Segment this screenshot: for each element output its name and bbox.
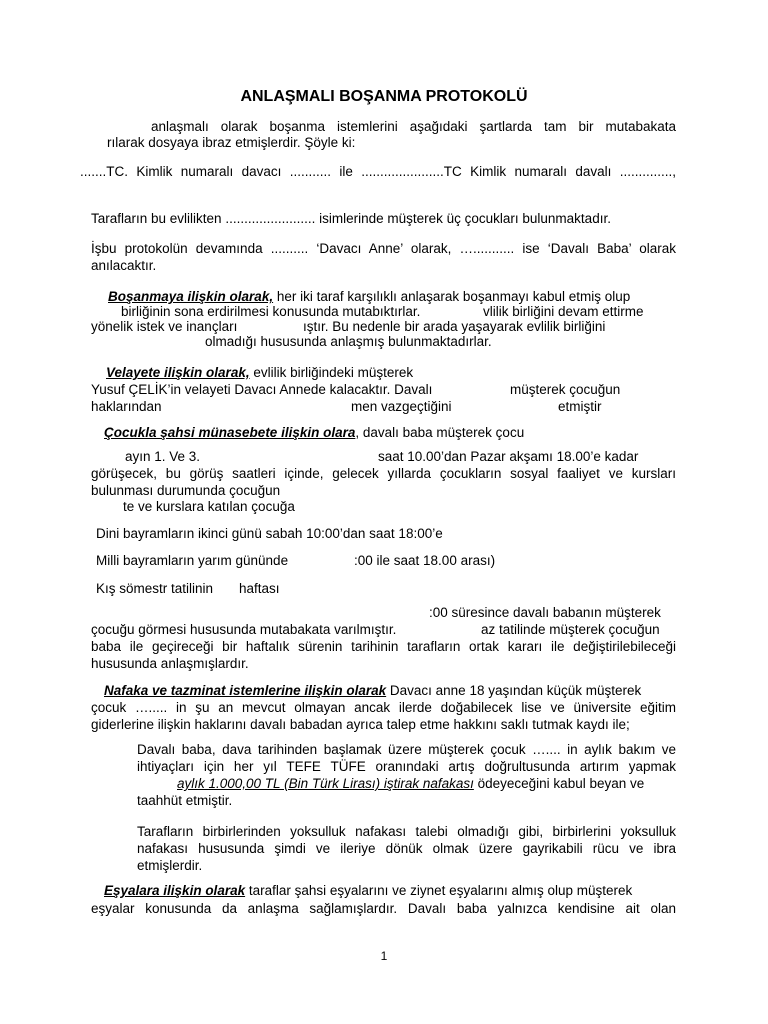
visitation-line-2b: saat 10.00’dan Pazar akşamı 18.00’e kadar <box>378 449 639 464</box>
child-support-line-2: ihtiyaçları için her yıl TEFE TÜFE oranındaki artış doğrultusunda artırım yapmak <box>137 759 676 774</box>
intro-line-2: rılarak dosyaya ibraz etmişlerdir. Şöyle ki: <box>107 135 356 150</box>
divorce-line-1-text: her iki taraf karşılıklı anlaşarak boşanmayı kabul etmiş olup <box>273 289 631 304</box>
summer-line-1: :00 süresince davalı babanın müşterek <box>429 605 661 620</box>
spousal-support-line-1: Tarafların birbirlerinden yoksulluk nafakası talebi olmadığı gibi, birbirlerini yoksulluk <box>137 824 676 839</box>
custody-line-2b: müşterek çocuğun <box>510 382 621 397</box>
visitation-line-4: bulunması durumunda çocuğun <box>91 483 281 498</box>
visitation-line-3: görüşecek, bu görüş saatleri içinde, gelecek yıllarda çocukların sosyal faaliyet ve kursları <box>91 466 676 481</box>
divorce-line-4: olmadığı hususunda anlaşmış bulunmaktadırlar. <box>205 334 492 349</box>
belongings-line-1-text: taraflar şahsi eşyalarını ve ziynet eşyalarını almış olup müşterek <box>245 883 633 898</box>
national-holidays-line-a: Milli bayramların yarım gününde <box>96 553 289 568</box>
divorce-line-3b: ıştır. Bu nedenle bir arada yaşayarak evlilik birliğini <box>303 319 606 334</box>
belongings-heading: Eşyalara ilişkin olarak <box>104 883 246 898</box>
visitation-line-5: te ve kurslara katılan çocuğa <box>123 499 295 514</box>
custody-line-1-text: evlilik birliğindeki müşterek <box>249 365 414 380</box>
summer-line-4: hususunda anlaşmışlardır. <box>91 656 249 671</box>
child-support-line-3-text: ödeyeceğini kabul beyan ve <box>473 776 645 791</box>
custody-line-2a: Yusuf ÇELİK’in velayeti Davacı Annede kalacaktır. Davalı <box>91 382 433 397</box>
custody-line-3c: etmiştir <box>558 399 602 414</box>
custody-line-3a: haklarından <box>91 399 162 414</box>
custody-heading: Velayete ilişkin olarak, <box>106 365 250 380</box>
parties-line: .......TC. Kimlik numaralı davacı ........... ile ......................TC Kimlik numaralı davalı .............., <box>80 164 676 179</box>
national-holidays-line-b: :00 ile saat 18.00 arası) <box>354 553 496 568</box>
visitation-line-1 <box>104 424 524 441</box>
visitation-line-2a: ayın 1. Ve 3. <box>125 449 201 464</box>
winter-break-line-b: haftası <box>239 581 280 596</box>
child-support-amount: aylık 1.000,00 TL (Bin Türk Lirası) iştirak nafakası <box>177 776 474 791</box>
alimony-line-1 <box>104 682 641 699</box>
alimony-line-3: giderlerine ilişkin haklarını davalı babadan ayrıca talep etme hakkını saklı tutmak kaydı ile; <box>91 717 630 732</box>
spousal-support-line-3: etmişlerdir. <box>137 858 203 873</box>
religious-holidays-line: Dini bayramların ikinci günü sabah 10:00’dan saat 18:00’e <box>96 526 443 541</box>
children-line: Tarafların bu evlilikten ........................ isimlerinde müşterek üç çocukları bulunmaktadır. <box>91 211 611 226</box>
intro-line-1: anlaşmalı olarak boşanma istemlerini aşağıdaki şartlarda tam bir mutabakata <box>151 119 676 134</box>
child-support-line-3 <box>177 775 644 792</box>
summer-line-2b: az tatilinde müşterek çocuğun <box>481 622 660 637</box>
winter-break-line-a: Kış sömestr tatilinin <box>96 581 214 596</box>
belongings-line-1 <box>104 882 632 899</box>
page-number: 1 <box>380 949 388 963</box>
alimony-heading: Nafaka ve tazminat istemlerine ilişkin olarak <box>104 683 387 698</box>
custody-line-3b: men vazgeçtiğini <box>351 399 452 414</box>
child-support-line-1: Davalı baba, dava tarihinden başlamak üzere müşterek çocuk ….... in aylık bakım ve <box>137 742 676 757</box>
naming-line-1: İşbu protokolün devamında .......... ‘Davacı Anne’ olarak, …........... ise ‘Davalı Baba’ olarak <box>91 241 676 256</box>
visitation-line-1-text: , davalı baba müşterek çocu <box>355 425 525 440</box>
summer-line-3: baba ile geçireceği bir haftalık sürenin tarihinin tarafların ortak kararı ile değiştirilebileceği <box>91 639 676 654</box>
document-title: ANLAŞMALI BOŞANMA PROTOKOLÜ <box>240 88 528 105</box>
alimony-line-2: çocuk …..... in şu an mevcut olmayan ancak ilerde doğabilecek lise ve üniversite eğitim <box>91 700 676 715</box>
visitation-heading: Çocukla şahsi münasebete ilişkin olara <box>104 425 356 440</box>
divorce-line-3a: yönelik istek ve inançları <box>91 319 238 334</box>
alimony-line-1-text: Davacı anne 18 yaşından küçük müşterek <box>386 683 642 698</box>
naming-line-2: anılacaktır. <box>91 258 157 273</box>
divorce-heading: Boşanmaya ilişkin olarak, <box>108 289 274 304</box>
custody-line-1 <box>106 364 413 381</box>
spousal-support-line-2: nafakası hususunda şimdi ve ileriye dönük olmak üzere gayrikabili rücu ve ibra <box>137 841 676 856</box>
divorce-line-2a: birliğinin sona erdirilmesi konusunda mutabıktırlar. <box>121 304 421 319</box>
divorce-line-2b: vlilik birliğini devam ettirme <box>483 304 644 319</box>
belongings-line-2: eşyalar konusunda da anlaşma sağlamışlardır. Davalı baba yalnızca kendisine ait olan <box>91 901 676 916</box>
summer-line-2a: çocuğu görmesi hususunda mutabakata varılmıştır. <box>91 622 397 637</box>
child-support-line-4: taahhüt etmiştir. <box>137 793 233 808</box>
